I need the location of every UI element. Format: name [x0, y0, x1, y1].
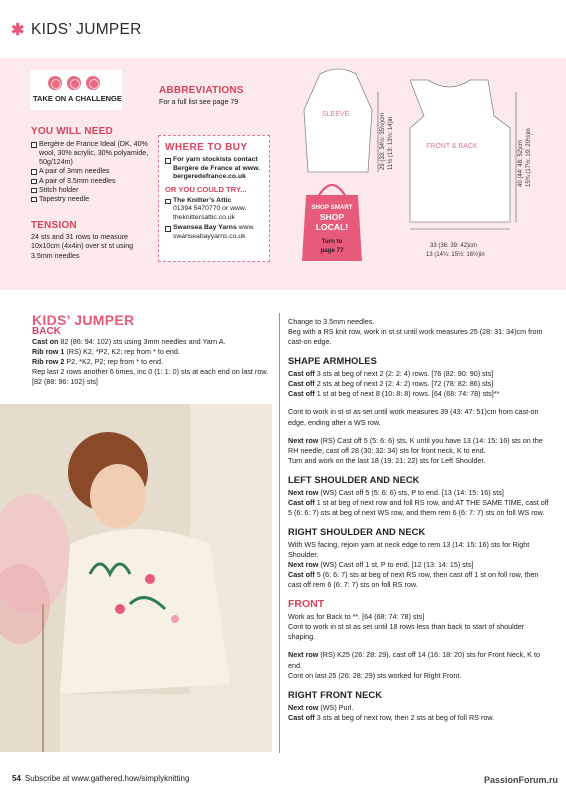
checkbox-icon [31, 179, 37, 185]
you-will-need-title: YOU WILL NEED [31, 126, 113, 137]
checkbox-icon [31, 197, 37, 203]
where-to-buy-box [158, 135, 270, 262]
instruction-line: Cont to work in st st as set until 18 rows less than back to start of shoulder shaping. [288, 622, 525, 642]
instruction-line: Next row (RS) Cast off 5 (5: 6: 6) sts, K until you have 13 (14: 15: 16) sts on the RH needle, cast off 28 (30: 32: 34) sts for front neck, K to end. [288, 435, 543, 455]
yarn-ball-icon [67, 76, 81, 90]
badge-line-2: SHOP [319, 212, 345, 222]
tension-title: TENSION [31, 220, 77, 231]
abbreviations [159, 84, 289, 108]
instruction-line: Cast off 3 sts at beg of next 2 (2: 2: 4) rows. [76 (82: 90: 90) sts] [288, 369, 494, 379]
abbreviations-title: ABBREVIATIONS [159, 85, 244, 96]
footer-text: Subscribe at www.gathered.how/simplyknitting [24, 774, 190, 783]
sleeve-shape [304, 69, 372, 172]
back-instructions [32, 337, 270, 387]
list-item: For yarn stockists contact Bergère de France at www. bergeredefrance.co.uk [165, 156, 263, 181]
instruction-line: Beg with a RS knit row, work in st st until work measures 25 (28: 31: 34)cm from cast-on edge. [288, 327, 543, 347]
checkbox-icon [165, 199, 171, 205]
instruction-line: Next row (WS) Cast off 1 st, P to end. [12 (13: 14: 15) sts] [288, 560, 474, 570]
challenge-label: TAKE ON A CHALLENGE [33, 94, 122, 103]
instruction-line: Next row (WS) Purl. [288, 702, 354, 712]
section-heading: FRONT [288, 597, 325, 610]
photo-illustration [0, 404, 272, 752]
instruction-line: Turn and work on the last 18 (19: 21: 22) sts for Left Shoulder. [288, 455, 486, 465]
tension-text: 24 sts and 31 rows to measure 10x10cm (4x4in) over st st using 3.5mm needles [31, 233, 134, 260]
section-heading: LEFT SHOULDER AND NECK [288, 474, 420, 485]
checkbox-icon [165, 226, 171, 232]
pattern-title: KIDS’ JUMPER [32, 312, 135, 328]
badge-line-5: page 77 [320, 247, 344, 254]
challenge-badge [30, 70, 122, 110]
column-divider [279, 313, 280, 753]
section-heading: SHAPE ARMHOLES [288, 356, 377, 367]
section-heading: RIGHT SHOULDER AND NECK [288, 527, 426, 538]
front-back-label: FRONT & BACK [426, 143, 478, 150]
body-dimension-cm: 40 (44: 48: 52)cm [518, 139, 524, 187]
section-heading: RIGHT FRONT NECK [288, 689, 383, 700]
list-item: Swansea Bay Yarns www. swanseabayyarns.co.uk [165, 224, 263, 241]
abbreviations-text: For a full list see page 79 [159, 98, 239, 107]
tension [31, 219, 151, 261]
instruction-line: Rib row 1 (RS) K2, *P2, K2; rep from * to end. [32, 347, 180, 357]
sleeve-label: SLEEVE [322, 111, 350, 118]
instruction-line: Work as for Back to **. [64 (68: 74: 78) sts] [288, 612, 425, 622]
watermark: PassionForum.ru [483, 775, 558, 785]
list-item: A pair of 3mm needles [31, 167, 151, 176]
width-dimension-in: 13 (14¼: 15½: 16½)in [426, 252, 485, 258]
badge-line-3: LOCAL! [315, 222, 349, 232]
page-footer [12, 774, 189, 785]
front-back-shape [410, 80, 510, 222]
instruction-line: Cast off 1 st at beg of next row and foll RS row, and AT THE SAME TIME, cast off 5 (6: 6: 7) sts at beg of next WS row, and them rem 6 (6: 7: 7) sts on foll WS row. [288, 497, 549, 518]
you-will-need [31, 125, 151, 204]
instruction-line: Cont to work in st st as set until work measures 39 (43: 47: 51)cm from cast-on edge, ending after a WS row. [288, 407, 539, 427]
instruction-line: Rep last 2 rows another 6 times, inc 0 (1: 1: 0) sts at each end on last row. [82 (88: 96: 102) sts] [32, 367, 269, 387]
where-to-buy-title: WHERE TO BUY [165, 142, 248, 153]
instruction-line: Cast off 1 st at beg of next 8 (10: 8: 8) rows. [64 (68: 74: 78) sts]** [288, 389, 500, 399]
yarn-ball-icon [48, 76, 62, 90]
checkbox-icon [31, 142, 37, 148]
checkbox-icon [31, 169, 37, 175]
page-title: KIDS’ JUMPER [31, 21, 142, 38]
instruction-line: Next row (RS) K25 (26: 28: 29), cast off 14 (16: 18: 20) sts for Front Neck, K to end. [288, 650, 540, 670]
badge-line-4: Turn to [321, 238, 343, 245]
yarn-ball-icon [86, 76, 100, 90]
flower-icon: ✱ [11, 22, 25, 39]
or-try-title: OR YOU COULD TRY... [165, 184, 247, 194]
instruction-line: Cast off 2 sts at beg of next 2 (2: 4: 2) rows. [72 (78: 82: 86) sts] [288, 379, 494, 389]
list-item: Bergère de France Ideal (DK, 40% wool, 30% acrylic, 30% polyamide, 50g/124m) [31, 140, 151, 167]
checkbox-icon [165, 158, 171, 164]
sleeve-dimension-cm: 29 (33: 34½: 35½)cm [380, 112, 386, 170]
body-dimension-in: 15¾ (17½: 19: 20½)in [526, 128, 532, 187]
instruction-line: Cont on last 25 (26: 28: 29) sts worked for Right Front. [288, 670, 462, 680]
list-item: The Knitter’s Attic 01394 5470770 or www. theknittersattic.co.uk [165, 197, 263, 222]
instruction-line: Rib row 2 P2, *K2, P2; rep from * to end. [32, 357, 164, 367]
list-item: Tapestry needle [31, 195, 151, 204]
checkbox-icon [31, 188, 37, 194]
pattern-instructions [288, 317, 550, 723]
instruction-line: Cast off 5 (6: 6: 7) sts at beg of next RS row, then cast off 1 st on foll row, then cast off rem 6 (6: 7: 7) sts on foll RS row. [288, 570, 539, 590]
sleeve-dimension-in: 11½ (13: 13½: 14)in [388, 116, 394, 170]
page-number: 54 [12, 774, 21, 783]
shop-local-bag [300, 175, 364, 263]
instruction-line: Next row (WS) Cast off 5 (5: 6: 6) sts, P to end. [13 (14: 15: 16) sts] [288, 487, 504, 497]
width-dimension-cm: 33 (36: 39: 42)cm [430, 243, 478, 249]
instruction-line: Change to 3.5mm needles. [288, 317, 375, 326]
list-item: A pair of 3.5mm needles [31, 177, 151, 186]
page-header [0, 0, 566, 48]
instruction-line: With WS facing, rejoin yarn at neck edge to rem 13 (14: 15: 16) sts for Right Shoulder. [288, 540, 530, 560]
list-item: Stitch holder [31, 186, 151, 195]
instruction-line: Cast off 3 sts at beg of next row, then 2 sts at beg of foll RS row. [288, 712, 495, 722]
instruction-line: Cast on 82 (86: 94: 102) sts using 3mm needles and Yarn A. [32, 337, 226, 346]
badge-line-1: SHOP SMART [311, 204, 353, 211]
pattern-subtitle: BACK [32, 326, 61, 337]
child-photo [0, 404, 272, 752]
